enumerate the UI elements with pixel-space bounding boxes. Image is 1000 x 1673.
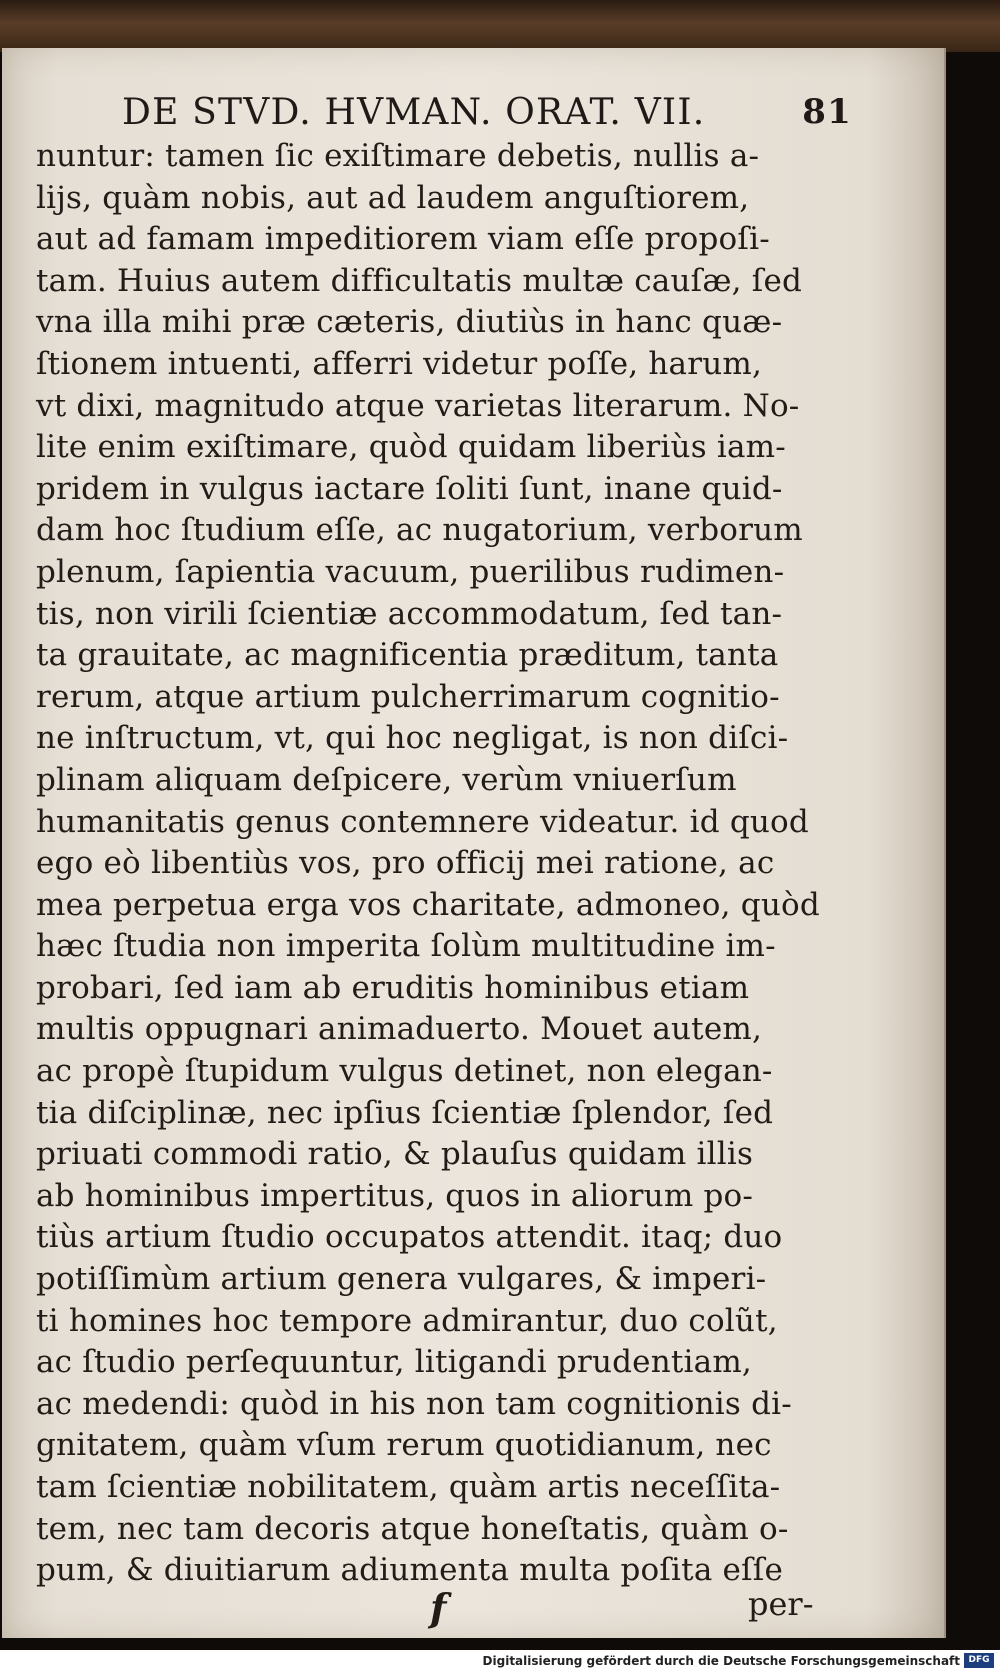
book-page: [2, 48, 946, 1638]
text-line: gnitatem, quàm vſum rerum quotidianum, nec: [36, 1427, 772, 1464]
text-line: ac medendi: quòd in his non tam cognitionis di-: [36, 1385, 792, 1422]
text-line: ac ſtudio perſequuntur, litigandi prudentiam,: [36, 1344, 752, 1381]
text-line: mea perpetua erga vos charitate, admoneo, quòd: [36, 886, 820, 923]
text-line: vna illa mihi præ cæteris, diutiùs in hanc quæ-: [36, 304, 783, 341]
running-header: [122, 92, 852, 142]
text-line: lijs, quàm nobis, aut ad laudem anguſtiorem,: [36, 179, 750, 216]
text-line: ab hominibus impertitus, quos in aliorum po-: [36, 1177, 754, 1214]
text-line: lite enim exiſtimare, quòd quidam liberiùs iam-: [36, 429, 786, 466]
text-line: plenum, ſapientia vacuum, puerilibus rudimen-: [36, 553, 785, 590]
text-line: probari, ſed iam ab eruditis hominibus etiam: [36, 969, 750, 1006]
text-line: humanitatis genus contemnere videatur. id quod: [36, 803, 809, 840]
text-line: plinam aliquam deſpicere, verùm vniuerſum: [36, 761, 737, 798]
text-line: ac propè ſtupidum vulgus detinet, non elegan-: [36, 1053, 773, 1090]
text-line: hæc ſtudia non imperita ſolùm multitudine im-: [36, 928, 776, 965]
text-line: dam hoc ſtudium eſſe, ac nugatorium, verborum: [36, 512, 803, 549]
text-line: tam. Huius autem difficultatis multæ cauſæ, ſed: [36, 262, 803, 299]
text-line: pridem in vulgus iactare ſoliti ſunt, inane quid-: [36, 470, 783, 507]
dfg-logo-icon: DFG: [964, 1653, 994, 1668]
text-line: aut ad famam impeditiorem viam eſſe propoſi-: [36, 221, 770, 258]
footer-bar: [0, 1650, 1000, 1673]
running-title: DE STVD. HVMAN. ORAT. VII.: [122, 92, 706, 133]
text-line: priuati commodi ratio, & plauſus quidam illis: [36, 1136, 754, 1173]
text-line: ego eò libentiùs vos, pro officij mei ratione, ac: [36, 845, 775, 882]
text-line: tam ſcientiæ nobilitatem, quàm artis neceſſita-: [36, 1469, 781, 1505]
text-line: ſtionem intuenti, afferri videtur poſſe, harum,: [36, 345, 763, 382]
book-top-edge: [0, 0, 1000, 52]
text-line: nuntur: tamen ſic exiſtimare debetis, nullis a-: [36, 138, 760, 174]
text-line: pum, & diuitiarum adiumenta multa poſita eſſe: [36, 1552, 783, 1589]
catchword: per-: [748, 1585, 814, 1623]
text-line: ta grauitate, ac magnificentia præditum, tanta: [36, 637, 779, 674]
text-line: rerum, atque artium pulcherrimarum cognitio-: [36, 678, 780, 715]
funding-credit: Digitalisierung gefördert durch die Deutsche Forschungsgemeinschaft: [482, 1654, 960, 1668]
body-text: [36, 136, 836, 1592]
text-line: ti homines hoc tempore admirantur, duo colũt,: [36, 1302, 778, 1339]
text-line: potiſſimùm artium genera vulgares, & imperi-: [36, 1261, 767, 1298]
text-line: tiùs artium ſtudio occupatos attendit. itaq; duo: [36, 1219, 783, 1256]
text-line: tis, non virili ſcientiæ accommodatum, ſed tan-: [36, 595, 783, 632]
text-line: tia diſciplinæ, nec ipſius ſcientiæ ſplendor, ſed: [36, 1094, 774, 1131]
text-line: vt dixi, magnitudo atque varietas literarum. No-: [36, 387, 800, 424]
text-line: tem, nec tam decoris atque honeſtatis, quàm o-: [36, 1510, 789, 1547]
text-line: ne inſtructum, vt, qui hoc negligat, is non diſci-: [36, 720, 789, 757]
folio-number: 81: [802, 92, 852, 132]
signature-mark: f: [430, 1585, 447, 1630]
text-line: multis oppugnari animaduerto. Mouet autem,: [36, 1011, 763, 1048]
